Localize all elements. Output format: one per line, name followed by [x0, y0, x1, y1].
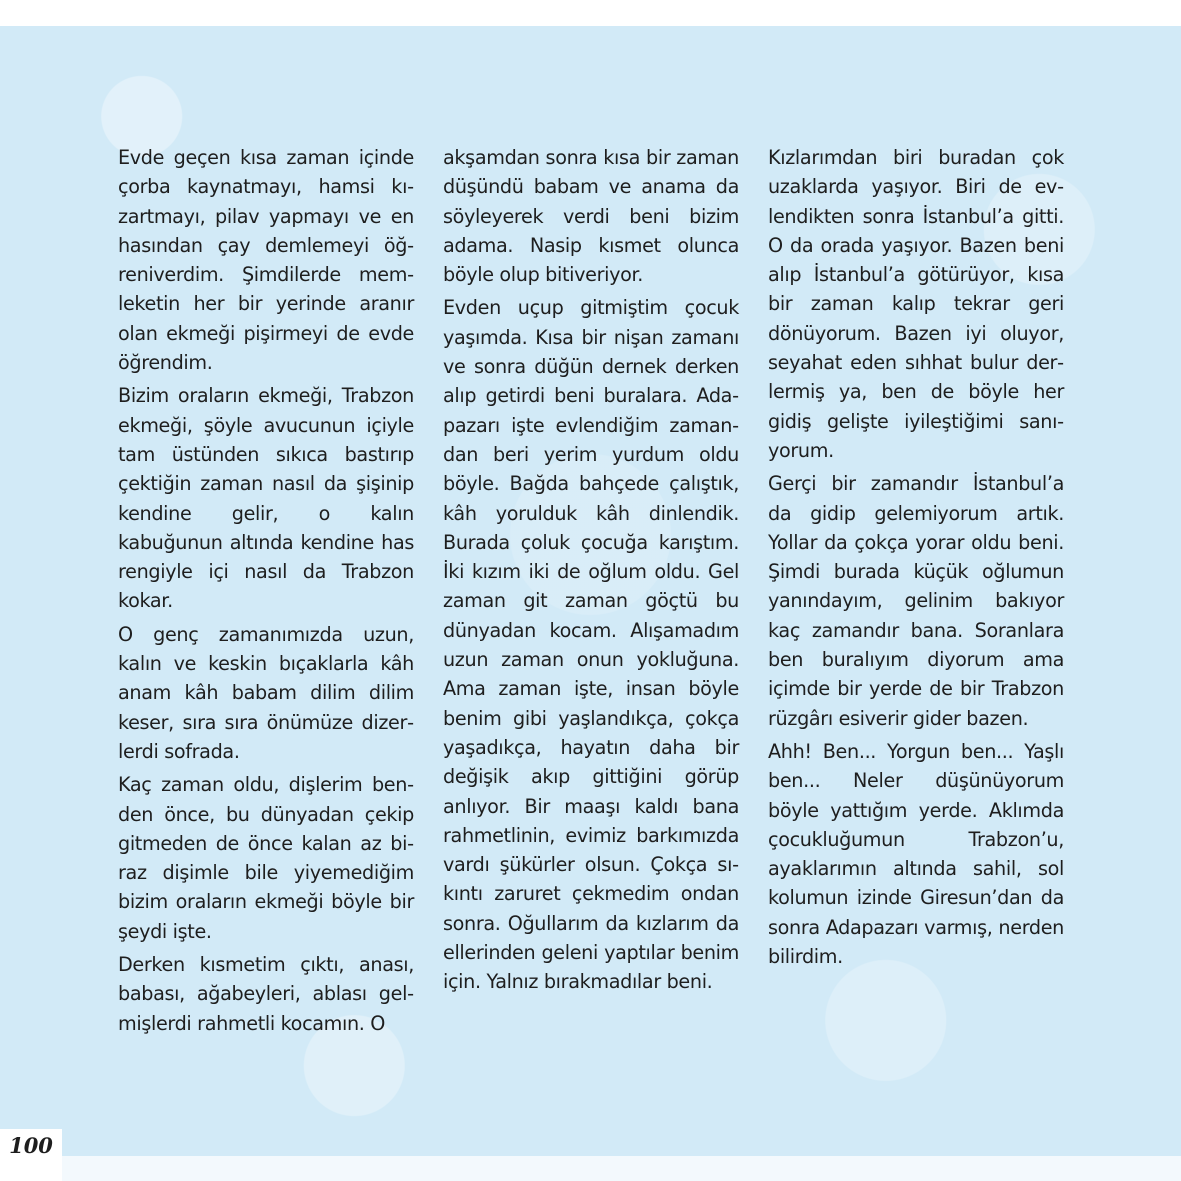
paragraph: Kızlarımdan biri buradan çok uzaklarda yaşıyor. Biri de evlendikten sonra İstanbul’a gitti. O da orada yaşıyor. Bazen beni alıp İstanbul’a götürüyor, kısa bir zaman kalıp tekrar geri dönüyorum. Bazen iyi oluyor, seyahat eden sıhhat bulur derlermiş ya, ben de böyle her gidiş gelişte iyileştiğimi sanıyorum. [768, 146, 1064, 462]
paragraph: Kaç zaman oldu, dişlerim benden önce, bu dünyadan çekip gitmeden de önce kalan az biraz dişimle bile yiyemediğim bizim oraların ekmeği böyle bir şeydi işte. [118, 773, 414, 943]
paragraph: O genç zamanımızda uzun, kalın ve keskin bıçaklarla kâh anam kâh babam dilim dilim keser, sıra sıra önümüze dizerlerdi sofrada. [118, 622, 414, 763]
text-column-1 [118, 143, 414, 1042]
paragraph: Derken kısmetim çıktı, anası, babası, ağabeyleri, ablası gelmişlerdi rahmetli kocamın. O [118, 953, 414, 1035]
paragraph: akşamdan sonra kısa bir zaman düşündü babam ve anama da söyleyerek verdi beni bizim adama. Nasip kısmet olunca böyle olup bitiveriyor. [443, 146, 739, 287]
text-column-2 [443, 143, 739, 1001]
page-number: 100 [0, 1129, 62, 1181]
paragraph: Evde geçen kısa zaman içinde çorba kaynatmayı, hamsi kızartmayı, pilav yapmayı ve en hasından çay demlemeyi öğreniverdim. Şimdilerde memleketin her bir yerinde aranır olan ekmeği pişirmeyi de evde öğrendim. [118, 146, 414, 375]
paragraph: Bizim oraların ekmeği, Trabzon ekmeği, şöyle avucunun içiyle tam üstünden sıkıca bastırıp çektiğin zaman nasıl da şişinip kendine gelir, o kalın kabuğunun altında kendine has rengiyle içi nasıl da Trabzon kokar. [118, 384, 414, 613]
text-column-3 [768, 143, 1064, 975]
paragraph: Ahh! Ben... Yorgun ben... Yaşlı ben... Neler düşünüyorum böyle yattığım yerde. Aklımda çocukluğumun Trabzon’u, ayaklarımın altında sahil, sol kolumun izinde Giresun’dan da sonra Adapazarı varmış, nerden bilirdim. [768, 739, 1064, 969]
paragraph: Evden uçup gitmiştim çocuk yaşımda. Kısa bir nişan zamanı ve sonra düğün dernek derken alıp getirdi beni buralara. Adapazarı işte evlendiğim zamandan beri yerim yurdum oldu böyle. Bağda bahçede çalıştık, kâh yorulduk kâh dinlendik. Burada çoluk çocuğa karıştım. İki kızım iki de oğlum oldu. Gel zaman git zaman göçtü bu dünyadan kocam. Alışamadım uzun zaman onun yokluğuna. Ama zaman işte, insan böyle benim gibi yaşlandıkça, çokça yaşadıkça, hayatın daha bir değişik akıp gittiğini görüp anlıyor. Bir maaşı kaldı bana rahmetlinin, evimiz barkımızda vardı şükürler olsun. Çokça sıkıntı zaruret çekmedim ondan sonra. Oğullarım da kızlarım da ellerinden geleni yaptılar benim için. Yalnız bırakmadılar beni. [443, 296, 739, 994]
paragraph: Gerçi bir zamandır İstanbul’a da gidip gelemiyorum artık. Yollar da çokça yorar oldu beni. Şimdi burada küçük oğlumun yanındayım, gelinim bakıyor kaç zamandır bana. Soranlara ben buralıyım diyorum ama içimde bir yerde de bir Trabzon rüzgârı esiverir gider bazen. [768, 472, 1064, 730]
footer-band [62, 1156, 1181, 1181]
